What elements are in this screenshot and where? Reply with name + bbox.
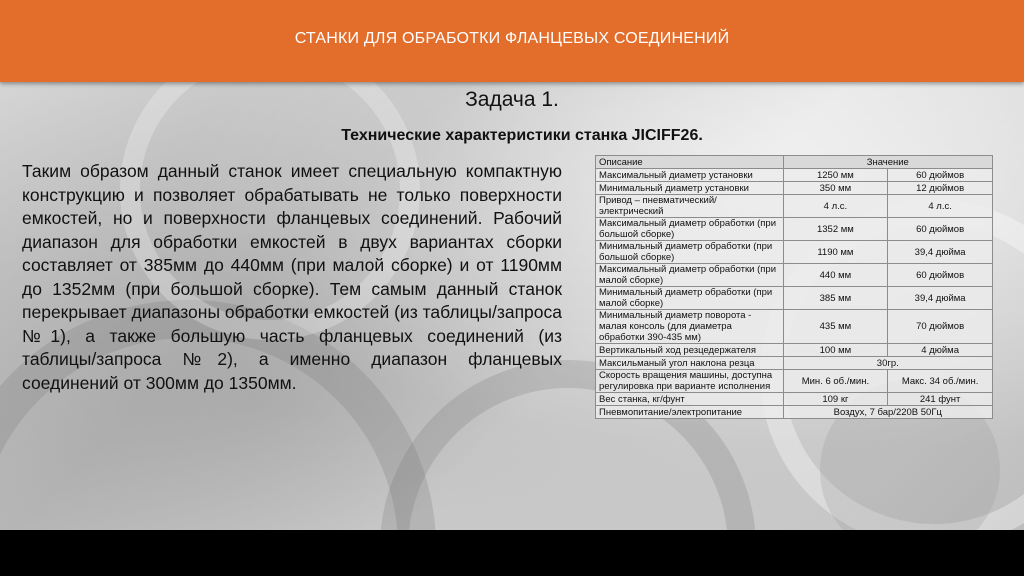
row-description-cell: Максильманый угол наклона резца <box>596 357 784 370</box>
row-description-cell: Минимальный диаметр обработки (при большой сборке) <box>596 241 784 264</box>
table-row <box>596 344 993 357</box>
row-description-cell: Минимальный диаметр установки <box>596 182 784 195</box>
row-value-cell: 4 дюйма <box>888 344 993 357</box>
row-description-cell: Скорость вращения машины, доступна регулировка при варианте исполнения <box>596 370 784 393</box>
table-row <box>596 169 993 182</box>
header-title: СТАНКИ ДЛЯ ОБРАБОТКИ ФЛАНЦЕВЫХ СОЕДИНЕНИЙ <box>294 30 730 47</box>
row-value-cell: Воздух, 7 бар/220В 50Гц <box>783 406 992 419</box>
header-banner <box>0 0 1024 82</box>
row-value-cell: 4 л.с. <box>783 195 888 218</box>
row-description-cell: Максимальный диаметр установки <box>596 169 784 182</box>
row-description-cell: Минимальный диаметр поворота - малая консоль (для диаметра обработки 390-435 мм) <box>596 310 784 344</box>
task-heading: Задача 1. <box>465 88 559 111</box>
table-row <box>596 287 993 310</box>
table-header-row <box>596 156 993 169</box>
row-description-cell: Привод – пневматический/электрический <box>596 195 784 218</box>
row-value-cell: 100 мм <box>783 344 888 357</box>
row-value-cell: 30гр. <box>783 357 992 370</box>
row-value-cell: 109 кг <box>783 393 888 406</box>
header-cell-value: Значение <box>783 156 992 169</box>
row-description-cell: Пневмопитание/электропитание <box>596 406 784 419</box>
table-row <box>596 393 993 406</box>
table-row <box>596 264 993 287</box>
row-value-cell: 241 фунт <box>888 393 993 406</box>
row-description-cell: Вес станка, кг/фунт <box>596 393 784 406</box>
table-row <box>596 310 993 344</box>
row-description-cell: Максимальный диаметр обработки (при малой сборке) <box>596 264 784 287</box>
row-value-cell: 60 дюймов <box>888 264 993 287</box>
table-row <box>596 182 993 195</box>
row-value-cell: Мин. 6 об./мин. <box>783 370 888 393</box>
row-value-cell: 385 мм <box>783 287 888 310</box>
table-body <box>596 169 993 419</box>
row-value-cell: 39,4 дюйма <box>888 287 993 310</box>
row-value-cell: 70 дюймов <box>888 310 993 344</box>
row-value-cell: 440 мм <box>783 264 888 287</box>
row-description-cell: Вертикальный ход резцедержателя <box>596 344 784 357</box>
row-value-cell: 4 л.с. <box>888 195 993 218</box>
specifications-table <box>595 155 993 419</box>
row-value-cell: 60 дюймов <box>888 218 993 241</box>
row-description-cell: Максимальный диаметр обработки (при большой сборке) <box>596 218 784 241</box>
row-value-cell: 1352 мм <box>783 218 888 241</box>
row-value-cell: 1190 мм <box>783 241 888 264</box>
row-value-cell: 39,4 дюйма <box>888 241 993 264</box>
row-value-cell: 12 дюймов <box>888 182 993 195</box>
bottom-bar <box>0 530 1024 576</box>
table-title: Технические характеристики станка JICIFF26. <box>341 127 703 144</box>
row-value-cell: 350 мм <box>783 182 888 195</box>
row-value-cell: 435 мм <box>783 310 888 344</box>
row-value-cell: 60 дюймов <box>888 169 993 182</box>
row-value-cell: Макс. 34 об./мин. <box>888 370 993 393</box>
table-row <box>596 195 993 218</box>
table-row <box>596 370 993 393</box>
table-row <box>596 241 993 264</box>
table-row <box>596 357 993 370</box>
description-paragraph: Таким образом данный станок имеет специальную компактную конструкцию и позволяет обрабатывать не только поверхности емкостей, но и поверхности фланцевых соединений. Рабочий диапазон для обработки емкостей в двух вариантах сборки составляет от 385мм до 440мм (при малой сборке) и от 1190мм до 1352мм (при большой сборке). Тем самым данный станок перекрывает диапазоны обработки емкостей (из таблицы/запроса №1), а также большую часть фланцевых соединений (из таблицы/запроса №2), а именно диапазон фланцевых соединений от 300мм до 1350мм. <box>22 161 562 393</box>
row-description-cell: Минимальный диаметр обработки (при малой сборке) <box>596 287 784 310</box>
header-cell-description: Описание <box>596 156 784 169</box>
table-row <box>596 406 993 419</box>
row-value-cell: 1250 мм <box>783 169 888 182</box>
table-row <box>596 218 993 241</box>
